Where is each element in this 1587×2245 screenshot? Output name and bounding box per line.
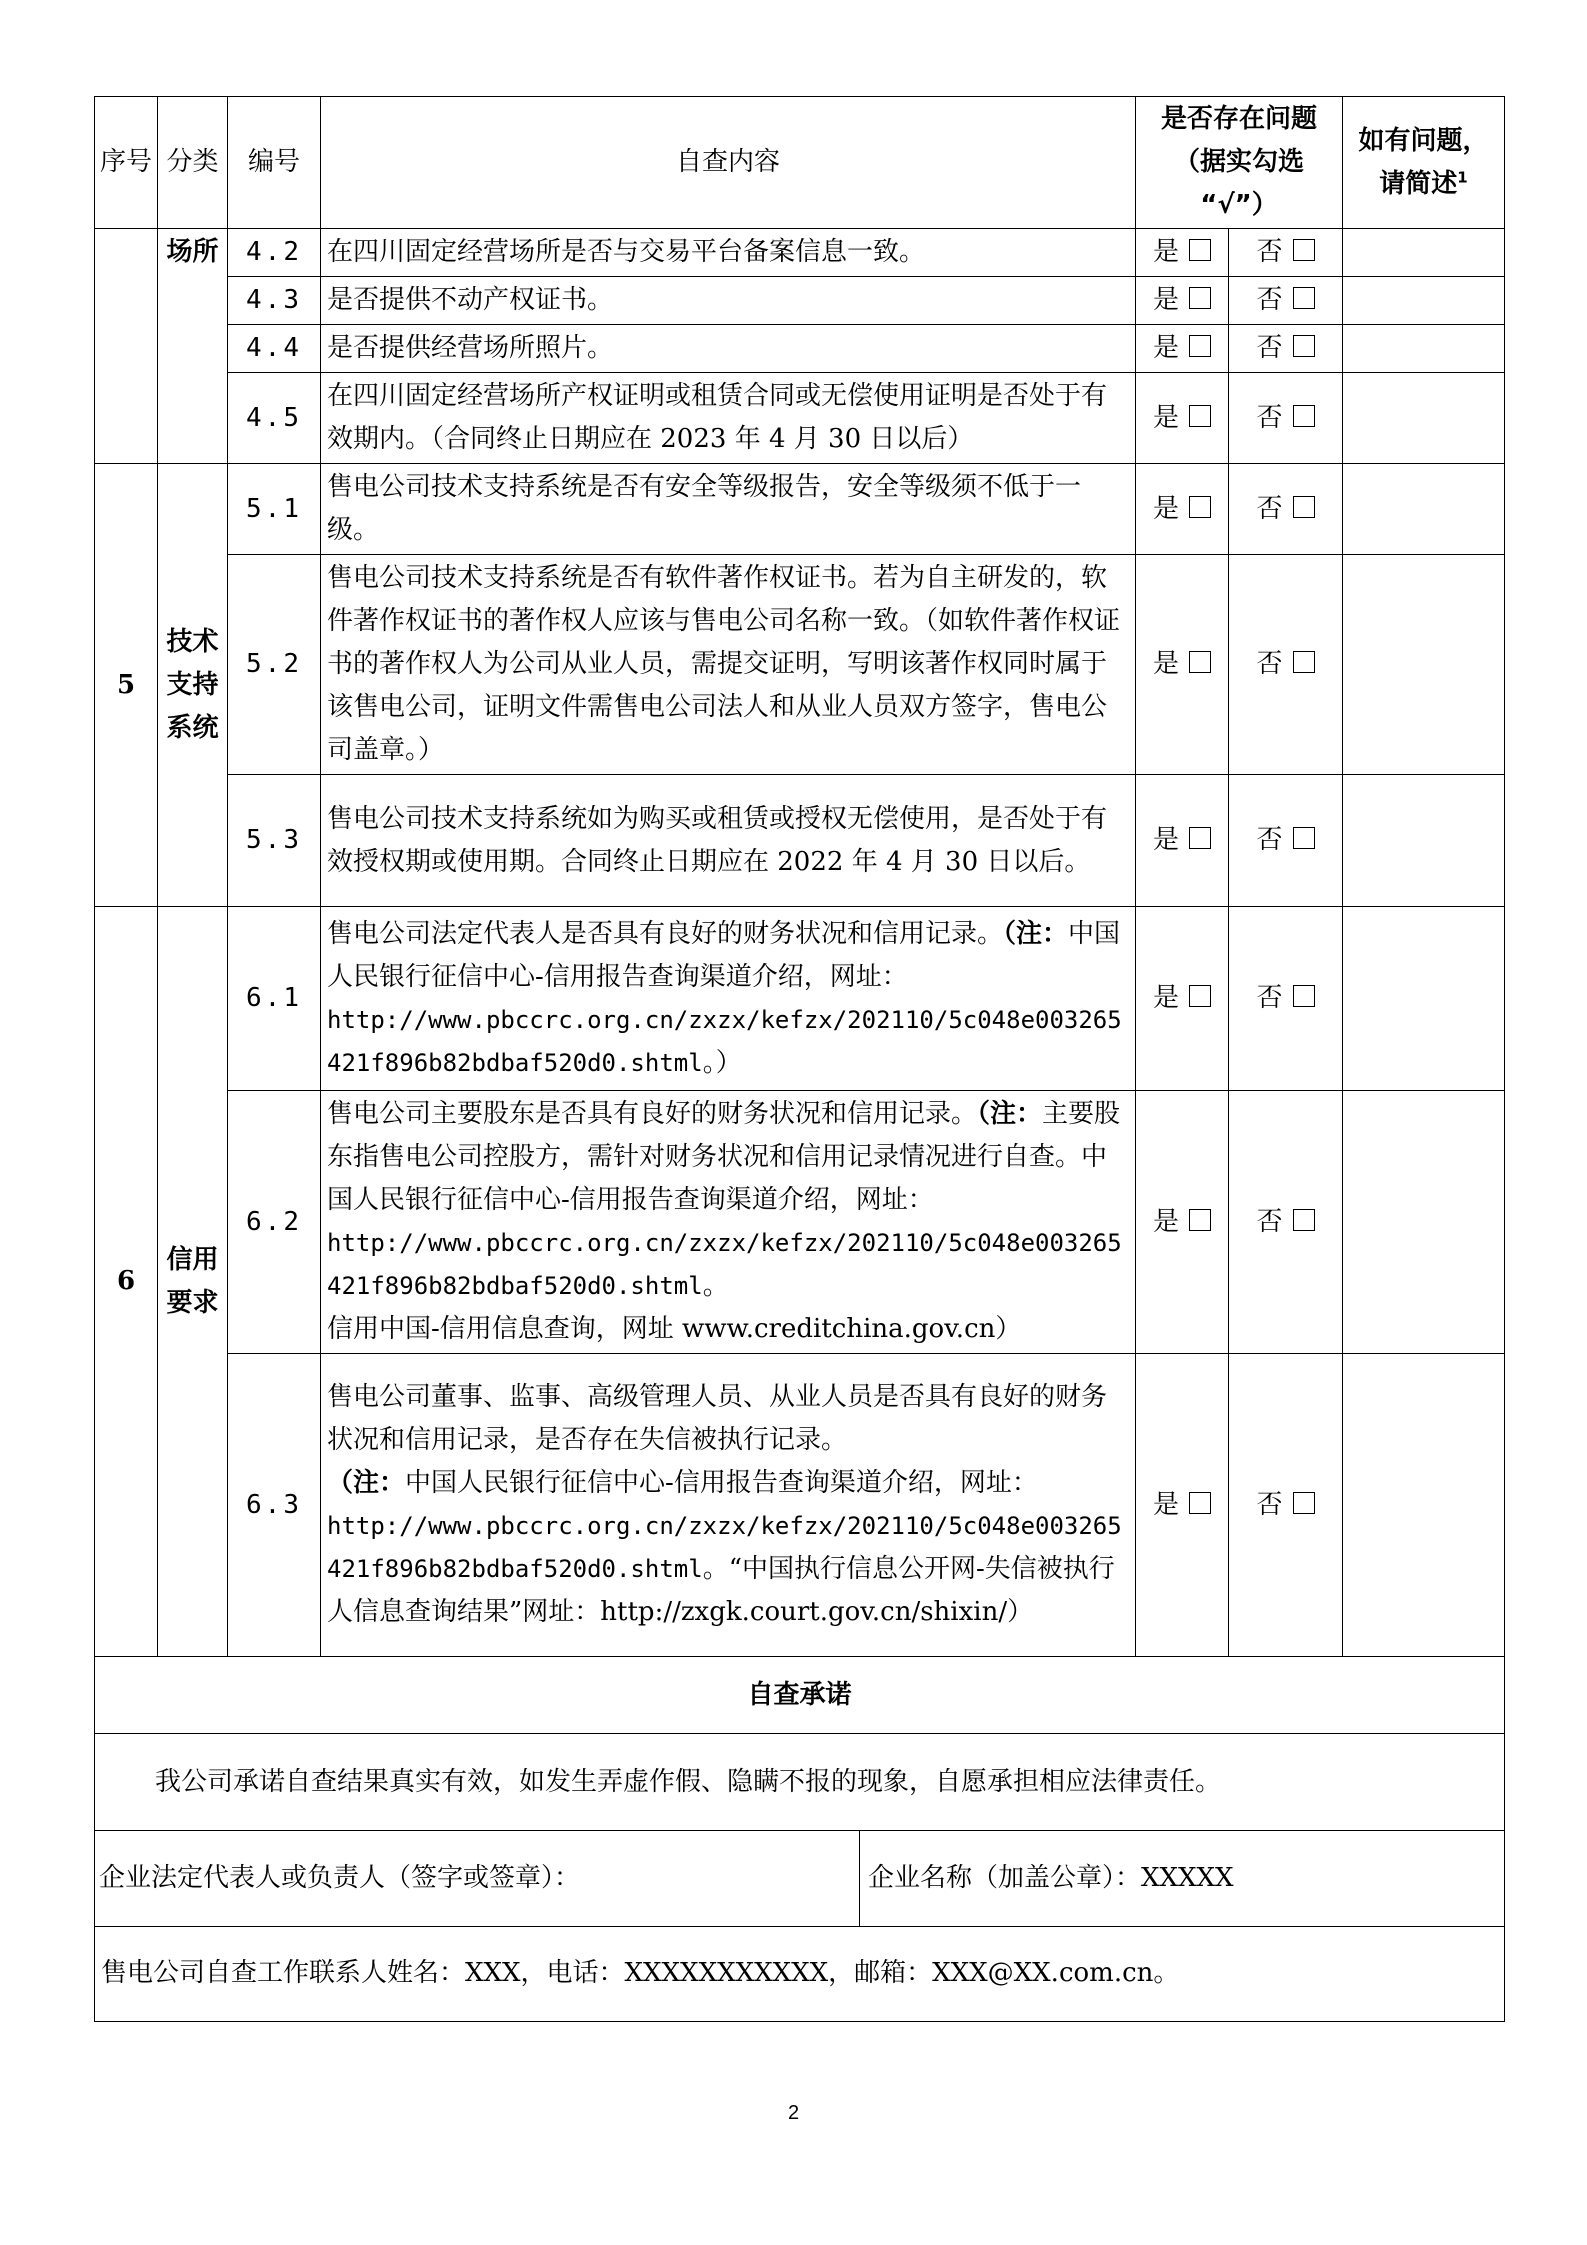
no-checkbox[interactable] [1229, 325, 1343, 373]
yes-label: 是 [1152, 1489, 1179, 1520]
checkbox-icon [1189, 287, 1211, 309]
no-label: 否 [1256, 402, 1283, 433]
checkbox-icon [1189, 985, 1211, 1007]
note-label: 注： [1016, 918, 1069, 949]
signature-table [94, 1831, 1505, 2022]
item-number: 6.2 [228, 1091, 321, 1354]
category-line: 信用 [166, 1244, 219, 1275]
category-line: 支持 [166, 669, 219, 700]
checkbox-icon [1293, 827, 1315, 849]
contact-row [95, 1926, 1505, 2021]
table-row [95, 1354, 1505, 1657]
item-text: 售电公司法定代表人是否具有良好的财务状况和信用记录。 [327, 918, 1004, 949]
checkbox-icon [1293, 985, 1315, 1007]
header-desc-line2: 请简述 [1379, 168, 1458, 199]
checkbox-icon [1189, 405, 1211, 427]
category-line: 要求 [166, 1287, 219, 1318]
no-label: 否 [1256, 1489, 1283, 1520]
yes-checkbox[interactable] [1136, 373, 1229, 464]
no-checkbox[interactable] [1229, 229, 1343, 277]
no-label: 否 [1256, 1206, 1283, 1237]
checkbox-icon [1293, 405, 1315, 427]
yes-label: 是 [1152, 649, 1179, 679]
no-label: 否 [1256, 983, 1283, 1013]
issue-description-cell[interactable] [1343, 277, 1505, 325]
item-content: 售电公司法定代表人是否具有良好的财务状况和信用记录。（注：中国人民银行征信中心-信用报告查询渠道介绍，网址： http://www.pbccrc.org.cn/zxzx/kefzx/202110/5c048e003265421f896b82bdbaf520d0.shtml。） [321, 907, 1136, 1091]
item-content: 在四川固定经营场所是否与交易平台备案信息一致。 [321, 229, 1136, 277]
category-cell-6 [158, 907, 228, 1657]
yes-label: 是 [1152, 402, 1179, 433]
item-number: 5.3 [228, 775, 321, 907]
item-number: 4.2 [228, 229, 321, 277]
item-number: 6.3 [228, 1354, 321, 1657]
header-seq: 序号 [95, 97, 158, 229]
no-checkbox[interactable] [1229, 907, 1343, 1091]
header-description [1343, 97, 1505, 229]
note-text: 主要股东指售电公司控股方，需针对财务状况和信用记录情况进行自查。中国人民银行征信中心-信用报告查询渠道介绍，网址： [327, 1099, 1121, 1215]
note-text: 中国人民银行征信中心-信用报告查询渠道介绍，网址： [327, 918, 1121, 992]
category-line: 系统 [166, 712, 219, 743]
header-exists-line3: “√”） [1200, 190, 1278, 220]
yes-checkbox[interactable] [1136, 229, 1229, 277]
yes-label: 是 [1152, 983, 1179, 1013]
item-text: 售电公司主要股东是否具有良好的财务状况和信用记录。 [327, 1099, 978, 1129]
checkbox-icon [1189, 1209, 1211, 1231]
item-tail: 。“中国执行信息公开网-失信被执行人信息查询结果”网址：http://zxgk.court.gov.cn/shixin/） [327, 1554, 1115, 1627]
seq-cell-6: 6 [95, 907, 158, 1657]
no-label: 否 [1256, 493, 1283, 524]
yes-checkbox[interactable] [1136, 277, 1229, 325]
creditchina-note: 信用中国-信用信息查询，网址 www.creditchina.gov.cn） [327, 1314, 1022, 1344]
yes-checkbox[interactable] [1136, 1091, 1229, 1354]
issue-description-cell[interactable] [1343, 775, 1505, 907]
table-header-row [95, 97, 1505, 229]
checkbox-icon [1293, 1492, 1315, 1514]
no-label: 否 [1256, 825, 1283, 855]
seq-cell-4 [95, 229, 158, 464]
no-checkbox[interactable] [1229, 555, 1343, 775]
no-checkbox[interactable] [1229, 775, 1343, 907]
checkbox-icon [1189, 335, 1211, 357]
category-line: 技术 [166, 626, 219, 657]
pbccrc-link[interactable]: http://www.pbccrc.org.cn/zxzx/kefzx/202110/5c048e003265421f896b82bdbaf520d0.shtml [327, 1005, 1122, 1077]
no-label: 否 [1256, 333, 1283, 363]
checkbox-icon [1189, 651, 1211, 673]
yes-checkbox[interactable] [1136, 907, 1229, 1091]
checkbox-icon [1189, 496, 1211, 518]
yes-checkbox[interactable] [1136, 555, 1229, 775]
checkbox-icon [1293, 496, 1315, 518]
table-row [95, 325, 1505, 373]
checkbox-icon [1189, 239, 1211, 261]
item-tail: 。 [702, 1271, 729, 1301]
header-desc-line1: 如有问题， [1358, 125, 1489, 156]
category-cell-5 [158, 464, 228, 907]
footnote-marker: 1 [1457, 167, 1468, 186]
note-text: 中国人民银行征信中心-信用报告查询渠道介绍，网址： [405, 1468, 1038, 1498]
checkbox-icon [1293, 651, 1315, 673]
issue-description-cell[interactable] [1343, 464, 1505, 555]
checkbox-icon [1293, 239, 1315, 261]
pledge-title: 自查承诺 [95, 1657, 1505, 1734]
yes-checkbox[interactable] [1136, 325, 1229, 373]
company-name-seal[interactable]: 企业名称（加盖公章）：XXXXX [860, 1831, 1505, 1926]
no-checkbox[interactable] [1229, 1091, 1343, 1354]
yes-label: 是 [1152, 237, 1179, 267]
seq-cell-5: 5 [95, 464, 158, 907]
pledge-text: 我公司承诺自查结果真实有效，如发生弄虚作假、隐瞒不报的现象，自愿承担相应法律责任。 [95, 1734, 1505, 1831]
item-content: 售电公司董事、监事、高级管理人员、从业人员是否具有良好的财务状况和信用记录，是否存在失信被执行记录。 （注：中国人民银行征信中心-信用报告查询渠道介绍，网址： http://www.pbccrc.org.cn/zxzx/kefzx/202110/5c048e003265421f896b82bdbaf520d0.shtml。“中国执行信息公开网-失信被执行人信息查询结果”网址：http://zxgk.court.gov.cn/shixin/） [321, 1354, 1136, 1657]
pledge-text-row [95, 1734, 1505, 1831]
no-checkbox[interactable] [1229, 464, 1343, 555]
issue-description-cell[interactable] [1343, 1091, 1505, 1354]
header-exists-line2: （据实勾选 [1174, 147, 1305, 177]
yes-label: 是 [1152, 825, 1179, 855]
table-row [95, 373, 1505, 464]
item-content: 是否提供经营场所照片。 [321, 325, 1136, 373]
table-row [95, 907, 1505, 1091]
pbccrc-link[interactable]: http://www.pbccrc.org.cn/zxzx/kefzx/202110/5c048e003265421f896b82bdbaf520d0.shtml [327, 1229, 1122, 1300]
table-row [95, 1091, 1505, 1354]
item-number: 5.1 [228, 464, 321, 555]
pledge-title-row [95, 1657, 1505, 1734]
no-checkbox[interactable] [1229, 277, 1343, 325]
yes-label: 是 [1152, 285, 1179, 315]
note-label: 注： [353, 1468, 406, 1498]
table-row [95, 277, 1505, 325]
table-row [95, 555, 1505, 775]
page-number: 2 [787, 2102, 800, 2124]
header-category: 分类 [158, 97, 228, 229]
table-row [95, 229, 1505, 277]
pbccrc-link[interactable]: http://www.pbccrc.org.cn/zxzx/kefzx/202110/5c048e003265421f896b82bdbaf520d0.shtml [327, 1512, 1122, 1583]
self-check-table [94, 96, 1505, 1831]
table-row [95, 464, 1505, 555]
checkbox-icon [1293, 335, 1315, 357]
header-exists-line1: 是否存在问题 [1161, 104, 1318, 134]
signature-row [95, 1831, 1505, 1926]
checkbox-icon [1293, 1209, 1315, 1231]
issue-description-cell[interactable] [1343, 229, 1505, 277]
header-number: 编号 [228, 97, 321, 229]
no-label: 否 [1256, 237, 1283, 267]
issue-description-cell[interactable] [1343, 325, 1505, 373]
item-content: 售电公司技术支持系统如为购买或租赁或授权无偿使用，是否处于有效授权期或使用期。合同终止日期应在 2022 年 4 月 30 日以后。 [321, 775, 1136, 907]
contact-info: 售电公司自查工作联系人姓名：XXX，电话：XXXXXXXXXXX，邮箱：XXX@XX.com.cn。 [95, 1926, 1505, 2021]
item-content: 售电公司技术支持系统是否有安全等级报告，安全等级须不低于一级。 [321, 464, 1136, 555]
header-exists [1136, 97, 1343, 229]
item-number: 4.3 [228, 277, 321, 325]
item-number: 6.1 [228, 907, 321, 1091]
yes-label: 是 [1152, 333, 1179, 363]
item-content: 售电公司主要股东是否具有良好的财务状况和信用记录。（注：主要股东指售电公司控股方，需针对财务状况和信用记录情况进行自查。中国人民银行征信中心-信用报告查询渠道介绍，网址： http://www.pbccrc.org.cn/zxzx/kefzx/202110/5c048e003265421f896b82bdbaf520d0.shtml。 信用中国-信用信息查询，网址 www.creditchina.gov.cn） [321, 1091, 1136, 1354]
item-number: 4.4 [228, 325, 321, 373]
no-checkbox[interactable] [1229, 1354, 1343, 1657]
item-content: 售电公司技术支持系统是否有软件著作权证书。若为自主研发的，软件著作权证书的著作权人应该与售电公司名称一致。（如软件著作权证书的著作权人为公司从业人员，需提交证明，写明该著作权同时属于该售电公司，证明文件需售电公司法人和从业人员双方签字，售电公司盖章。） [321, 555, 1136, 775]
issue-description-cell[interactable] [1343, 907, 1505, 1091]
table-row [95, 775, 1505, 907]
yes-checkbox[interactable] [1136, 775, 1229, 907]
no-label: 否 [1256, 649, 1283, 679]
checklist-page [94, 96, 1504, 2022]
item-tail: 。） [702, 1047, 742, 1078]
item-number: 5.2 [228, 555, 321, 775]
header-content: 自查内容 [321, 97, 1136, 229]
category-cell-4: 场所 [158, 229, 228, 464]
checkbox-icon [1189, 1492, 1211, 1514]
item-content: 在四川固定经营场所产权证明或租赁合同或无偿使用证明是否处于有效期内。（合同终止日期应在 2023 年 4 月 30 日以后） [321, 373, 1136, 464]
checkbox-icon [1293, 287, 1315, 309]
yes-label: 是 [1152, 1206, 1179, 1237]
note-label: 注： [990, 1099, 1043, 1129]
no-checkbox[interactable] [1229, 373, 1343, 464]
yes-checkbox[interactable] [1136, 1354, 1229, 1657]
issue-description-cell[interactable] [1343, 555, 1505, 775]
checkbox-icon [1189, 827, 1211, 849]
item-text: 售电公司董事、监事、高级管理人员、从业人员是否具有良好的财务状况和信用记录，是否存在失信被执行记录。 [327, 1382, 1108, 1455]
legal-rep-signature[interactable]: 企业法定代表人或负责人（签字或签章）： [95, 1831, 860, 1926]
yes-checkbox[interactable] [1136, 464, 1229, 555]
item-content: 是否提供不动产权证书。 [321, 277, 1136, 325]
yes-label: 是 [1152, 493, 1179, 524]
issue-description-cell[interactable] [1343, 373, 1505, 464]
issue-description-cell[interactable] [1343, 1354, 1505, 1657]
no-label: 否 [1256, 285, 1283, 315]
item-number: 4.5 [228, 373, 321, 464]
